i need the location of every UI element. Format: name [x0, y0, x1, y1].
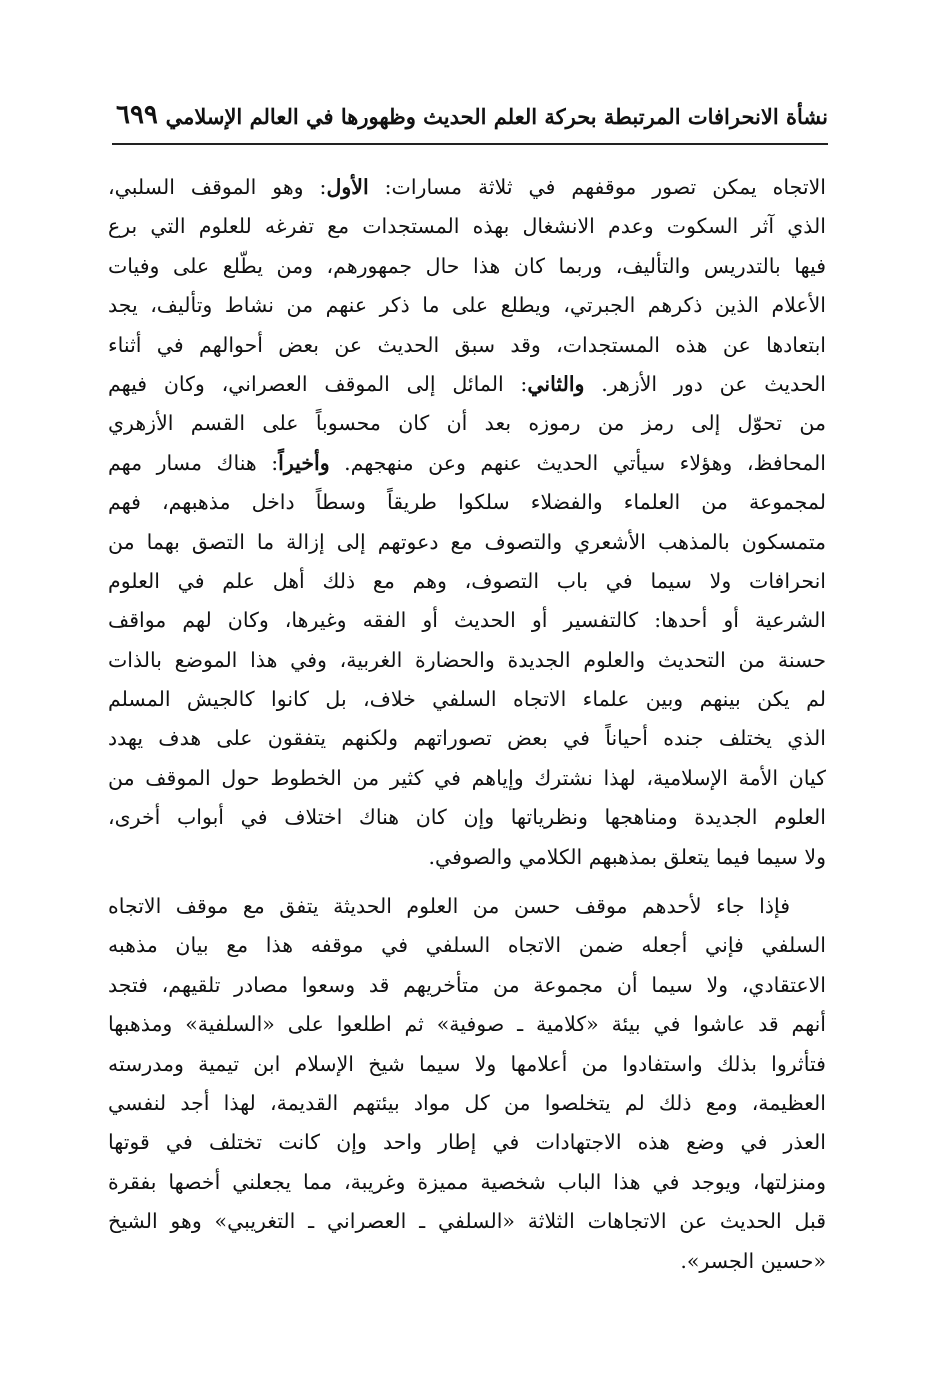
bold-term-second: والثاني — [527, 371, 585, 396]
text-line: فيها بالتدريس والتأليف، وربما كان هذا حال جمهورهم، ومن يطّلع على وفيات — [108, 253, 826, 278]
text-line: حسنة من التحديث والعلوم الجديدة والحضارة الغربية، وفي هذا الموضع بالذات — [108, 647, 826, 672]
page-number: ٦٩٩ — [116, 100, 158, 130]
paragraph-gap — [108, 877, 826, 887]
text-span: المحافظ، وهؤلاء سيأتي الحديث عنهم وعن منهجهم. — [329, 450, 826, 475]
bold-term-finally: وأخيراً — [278, 450, 330, 475]
text-span: : المائل إلى الموقف العصراني، وكان فيهم — [108, 371, 528, 396]
text-line: ابتعادها عن هذه المستجدات، وقد سبق الحديث عن بعض أحوالهم في أثناء — [108, 332, 826, 357]
text-line: لمجموعة من العلماء والفضلاء سلكوا طريقاً وسطاً داخل مذهبهم، فهم — [108, 490, 826, 515]
bold-term-first: الأول — [326, 175, 369, 199]
text-line: قبل الحديث عن الاتجاهات الثلاثة «السلفي ـ العصراني ـ التغريبي» وهو الشيخ — [108, 1209, 826, 1234]
text-line: متمسكون بالمذهب الأشعري والتصوف مع دعوتهم إلى إزالة ما التصق بهما من — [108, 529, 826, 554]
text-line: كيان الأمة الإسلامية، لهذا نشترك وإياهم في كثير من الخطوط حول الموقف من — [108, 765, 826, 790]
text-span: : وهو الموقف السلبي، — [108, 175, 327, 199]
text-line: لم يكن بينهم وبين علماء الاتجاه السلفي خلاف، بل كانوا كالجيش المسلم — [108, 687, 826, 712]
text-line: ولا سيما فيما يتعلق بمذهبهم الكلامي والصوفي. — [428, 844, 826, 869]
text-span: الاتجاه يمكن تصور موقفهم في ثلاثة مسارات: — [368, 175, 826, 199]
text-line: السلفي فإني أجعله ضمن الاتجاه السلفي في موقفه هذا مع بيان مذهبه — [108, 933, 826, 958]
text-line: الاعتقادي، ولا سيما أن مجموعة من متأخريهم قد وسعوا مصادر تلقيهم، فتجد — [108, 972, 826, 997]
paragraph-1 — [108, 168, 826, 877]
text-line: انحرافات ولا سيما في باب التصوف، وهم مع ذلك أهل علم في العلوم — [108, 568, 826, 593]
text-line: العذر في وضع هذه الاجتهادات في إطار واحد وإن كانت تختلف في قوتها — [108, 1130, 826, 1155]
paragraph-2 — [108, 887, 826, 1281]
text-span: الحديث عن دور الأزهر. — [584, 371, 826, 396]
text-line: الذي يختلف جنده أحياناً في بعض تصوراتهم ولكنهم يتفقون على هدف يهدد — [108, 726, 826, 751]
text-line — [108, 444, 826, 483]
text-line: العلوم الجديدة ومناهجها ونظرياتها وإن كان هناك اختلاف في أبواب أخرى، — [108, 805, 826, 830]
text-line: الأعلام الذين ذكرهم الجبرتي، ويطلع على ما ذكر عنهم من نشاط وتأليف، يجد — [108, 293, 826, 318]
running-header — [112, 98, 828, 142]
text-line: فتأثروا بذلك واستفادوا من أعلامها ولا سيما شيخ الإسلام ابن تيمية ومدرسته — [108, 1051, 826, 1076]
text-line: العظيمة، ومع ذلك لم يتخلصوا من كل مواد بيئتهم القديمة، لهذا أجد لنفسي — [108, 1090, 826, 1115]
text-line: فإذا جاء لأحدهم موقف حسن من العلوم الحديثة يتفق مع موقف الاتجاه — [108, 894, 790, 919]
text-line — [108, 168, 826, 207]
text-line: الشرعية أو أحدها: كالتفسير أو الحديث أو الفقه وغيرها، وكان لهم مواقف — [108, 608, 826, 633]
header-rule — [112, 143, 828, 145]
text-line: الذي آثر السكوت وعدم الانشغال بهذه المستجدات مع تفرغه للعلوم التي برع — [108, 214, 826, 239]
text-line: ومنزلتها، ويوجد في هذا الباب شخصية مميزة وغريبة، مما يجعلني أخصها بفقرة — [108, 1169, 826, 1194]
text-line: من تحوّل إلى رمز من رموزه بعد أن كان محسوباً على القسم الأزهري — [108, 411, 826, 436]
text-line — [108, 365, 826, 404]
header-title: نشأة الانحرافات المرتبطة بحركة العلم الحديث وظهورها في العالم الإسلامي — [165, 104, 828, 129]
text-line: أنهم قد عاشوا في بيئة «كلامية ـ صوفية» ثم اطلعوا على «السلفية» ومذهبها — [108, 1012, 826, 1037]
body-text — [108, 168, 826, 1281]
text-line: «حسين الجسر». — [680, 1248, 826, 1273]
text-span: : هناك مسار مهم — [108, 450, 279, 475]
